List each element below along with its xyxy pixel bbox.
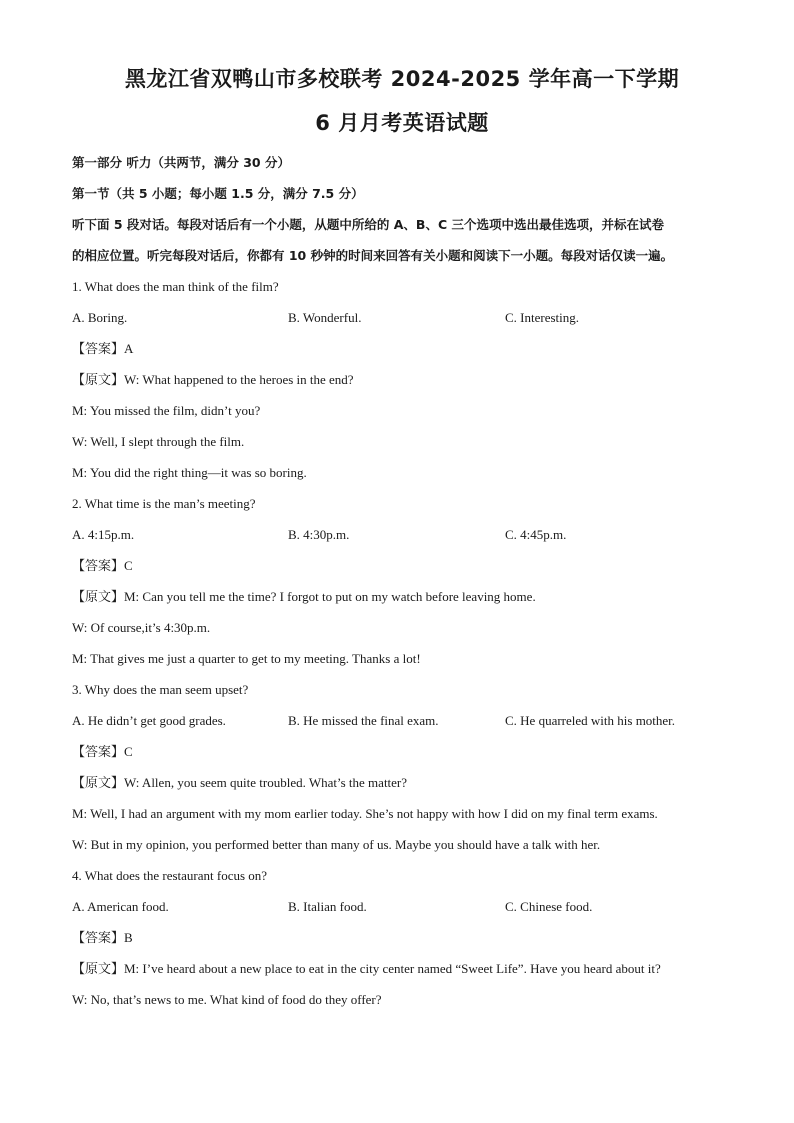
option-c: C. Interesting.	[505, 310, 580, 325]
option-a: A. Boring.	[72, 310, 128, 325]
answer-line: 【答案】A	[72, 341, 134, 356]
option-b: B. Italian food.	[288, 899, 367, 914]
question-block-4	[72, 867, 732, 1009]
option-row	[72, 309, 732, 327]
question-block-3	[72, 681, 732, 867]
transcript-line: 【原文】W: Allen, you seem quite troubled. What’s the matter?	[72, 775, 408, 790]
option-b: B. 4:30p.m.	[288, 527, 350, 542]
transcript-line: 【原文】M: Can you tell me the time? I forgot to put on my watch before leaving home.	[72, 589, 536, 604]
transcript-line: M: That gives me just a quarter to get to my meeting. Thanks a lot!	[72, 651, 421, 666]
option-row	[72, 712, 732, 730]
question-text: 4. What does the restaurant focus on?	[72, 868, 268, 883]
question-text: 1. What does the man think of the film?	[72, 279, 279, 294]
question-block-2	[72, 495, 732, 681]
option-row	[72, 898, 732, 916]
document-page	[72, 64, 732, 1009]
question-text: 2. What time is the man’s meeting?	[72, 496, 256, 511]
option-b: B. He missed the final exam.	[288, 713, 439, 728]
part-heading: 第一部分 听力（共两节，满分 30 分）	[72, 155, 290, 170]
section-heading: 第一节（共 5 小题；每小题 1.5 分，满分 7.5 分）	[72, 186, 364, 201]
instructions-line-1: 听下面 5 段对话。每段对话后有一个小题，从题中所给的 A、B、C 三个选项中选出最佳选项，并标在试卷	[72, 217, 664, 232]
option-a: A. 4:15p.m.	[72, 527, 135, 542]
transcript-line: W: Of course,it’s 4:30p.m.	[72, 620, 211, 635]
transcript-line: W: But in my opinion, you performed better than many of us. Maybe you should have a talk with her.	[72, 837, 601, 852]
transcript-line: W: Well, I slept through the film.	[72, 434, 245, 449]
transcript-line: 【原文】M: I’ve heard about a new place to eat in the city center named “Sweet Life”. Have you heard about it?	[72, 961, 661, 976]
transcript-line: 【原文】W: What happened to the heroes in the end?	[72, 372, 354, 387]
transcript-line: M: You did the right thing—it was so boring.	[72, 465, 307, 480]
option-b: B. Wonderful.	[288, 310, 362, 325]
option-a: A. He didn’t get good grades.	[72, 713, 226, 728]
option-c: C. He quarreled with his mother.	[505, 713, 676, 728]
option-c: C. Chinese food.	[505, 899, 593, 914]
transcript-line: M: Well, I had an argument with my mom earlier today. She’s not happy with how I did on my final term exams.	[72, 806, 658, 821]
option-c: C. 4:45p.m.	[505, 527, 567, 542]
transcript-line: W: No, that’s news to me. What kind of food do they offer?	[72, 992, 382, 1007]
answer-line: 【答案】B	[72, 930, 133, 945]
answer-line: 【答案】C	[72, 558, 133, 573]
document-title-line-2: 6 月月考英语试题	[315, 111, 489, 135]
instructions-line-2: 的相应位置。听完每段对话后，你都有 10 秒钟的时间来回答有关小题和阅读下一小题。每段对话仅读一遍。	[72, 248, 674, 263]
question-block-1	[72, 278, 732, 495]
option-row	[72, 526, 732, 544]
answer-line: 【答案】C	[72, 744, 133, 759]
option-a: A. American food.	[72, 899, 169, 914]
question-text: 3. Why does the man seem upset?	[72, 682, 249, 697]
transcript-line: M: You missed the film, didn’t you?	[72, 403, 261, 418]
document-title-line-1: 黑龙江省双鸭山市多校联考 2024-2025 学年高一下学期	[124, 67, 680, 91]
